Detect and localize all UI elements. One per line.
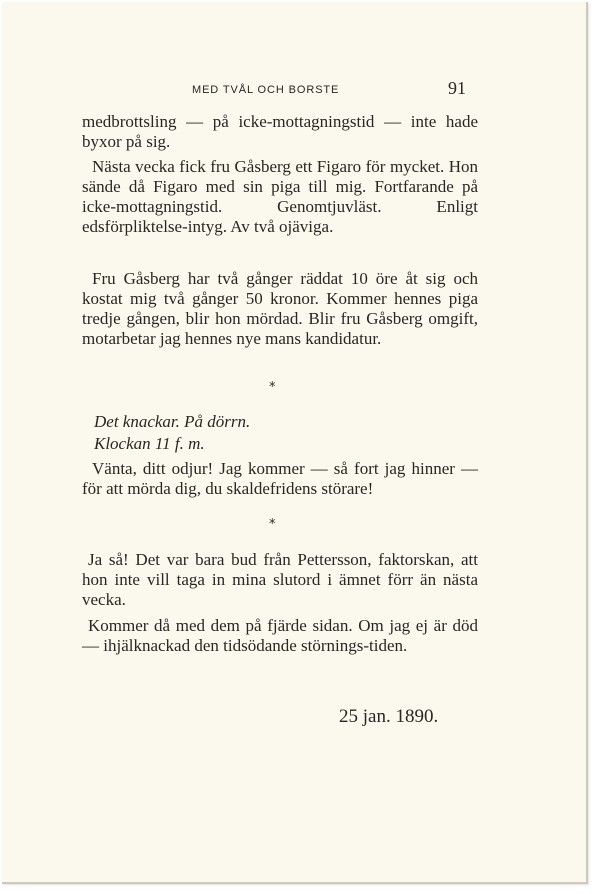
stage-direction-knock: Det knackar. På dörrn. <box>94 412 251 431</box>
page-number: 91 <box>448 78 466 98</box>
paragraph-1: medbrottsling — på icke-mottagningstid — inte hade byxor på sig. <box>82 112 478 151</box>
paragraph-3: Fru Gåsberg har två gånger räddat 10 öre åt sig och kostat mig två gånger 50 kronor. Kommer hennes piga tredje gången, blir hon mördad. Blir fru Gåsberg omgift, motarbetar jag hennes nye mans kandidatur. <box>82 269 478 348</box>
date-line: 25 jan. 1890. <box>339 706 439 727</box>
paragraph-6: Kommer då med dem på fjärde sidan. Om jag ej är död — ihjälknackad den tidsödande störnings-tiden. <box>82 616 478 655</box>
section-separator-2: * <box>269 517 276 532</box>
paragraph-5: Ja så! Det var bara bud från Pettersson, faktorskan, att hon inte vill taga in mina slutord i ämnet förr än nästa vecka. <box>82 550 478 609</box>
book-page <box>2 2 588 884</box>
running-header: MED TVÅL OCH BORSTE <box>192 84 340 96</box>
section-separator-1: * <box>269 380 276 395</box>
paragraph-4: Vänta, ditt odjur! Jag kommer — så fort jag hinner — för att mörda dig, du skaldefridens störare! <box>82 459 478 498</box>
stage-direction-time: Klockan 11 f. m. <box>94 434 205 453</box>
paragraph-2: Nästa vecka fick fru Gåsberg ett Figaro för mycket. Hon sände då Figaro med sin piga till mig. Fortfarande på icke-mottagningstid. Genomtjuvläst. Enligt edsförpliktelse-intyg. Av två ojäviga. <box>82 157 478 236</box>
